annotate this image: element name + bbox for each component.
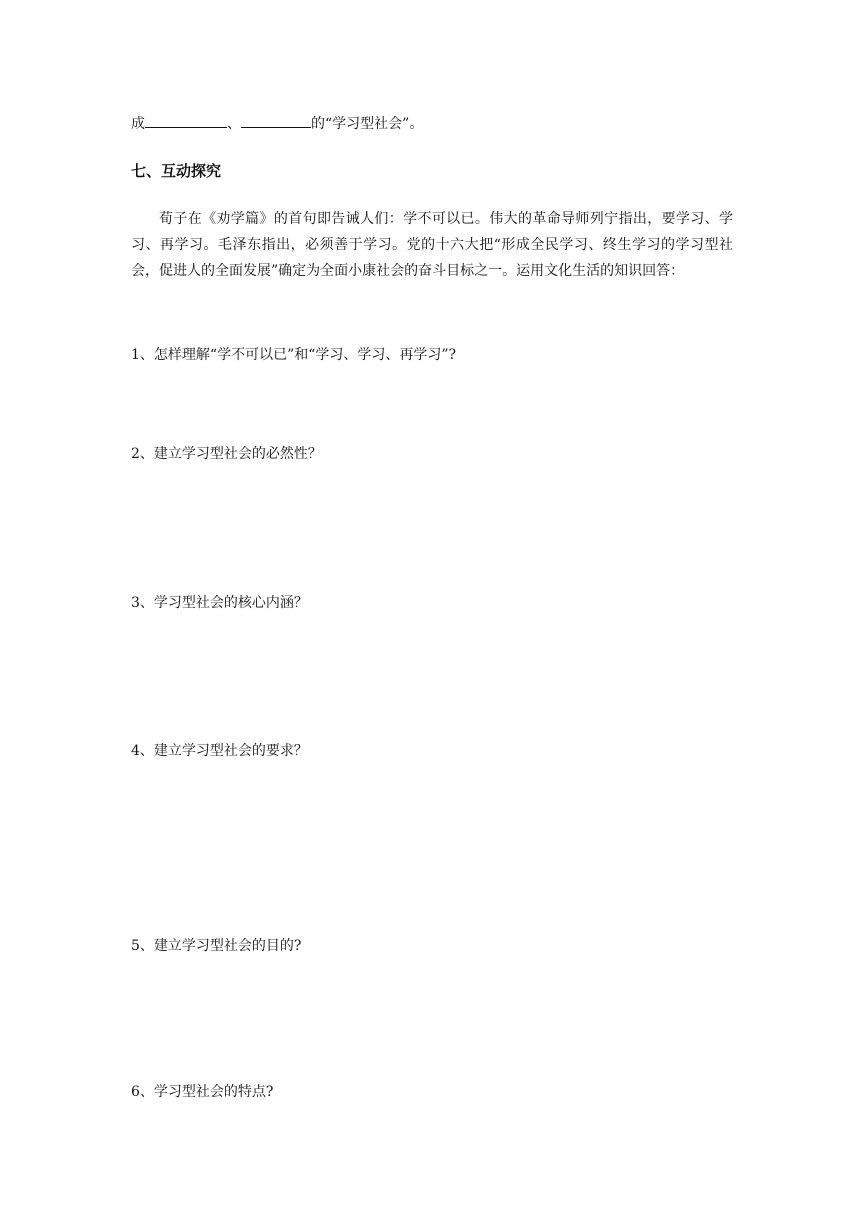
intro-paragraph-text: 荀子在《劝学篇》的首句即告诫人们：学不可以已。伟大的革命导师列宁指出，要学习、学习、再学习。毛泽东指出，必须善于学习。党的十六大把“形成全民学习、终生学习的学习型社会，促进人的全面发展”确定为全面小康社会的奋斗目标之一。运用文化生活的知识回答： — [131, 211, 733, 279]
question-4: 4、建立学习型社会的要求？ — [131, 743, 308, 759]
fill-line-separator: 、 — [227, 116, 241, 132]
question-3: 3、学习型社会的核心内涵？ — [131, 595, 308, 611]
answer-blank-2[interactable] — [241, 113, 311, 128]
question-6: 6、学习型社会的特点? — [131, 1084, 274, 1100]
question-5: 5、建立学习型社会的目的? — [131, 938, 302, 954]
answer-blank-1[interactable] — [145, 113, 227, 128]
section-heading: 七、互动探究 — [131, 162, 222, 180]
question-2: 2、建立学习型社会的必然性？ — [131, 446, 322, 462]
fill-line-suffix: 的“学习型社会”。 — [311, 116, 424, 132]
fill-line-prefix: 成 — [131, 116, 145, 132]
question-1: 1、怎样理解“学不可以已”和“学习、学习、再学习”? — [131, 347, 457, 363]
intro-paragraph — [131, 206, 733, 284]
fill-in-line — [131, 113, 423, 134]
